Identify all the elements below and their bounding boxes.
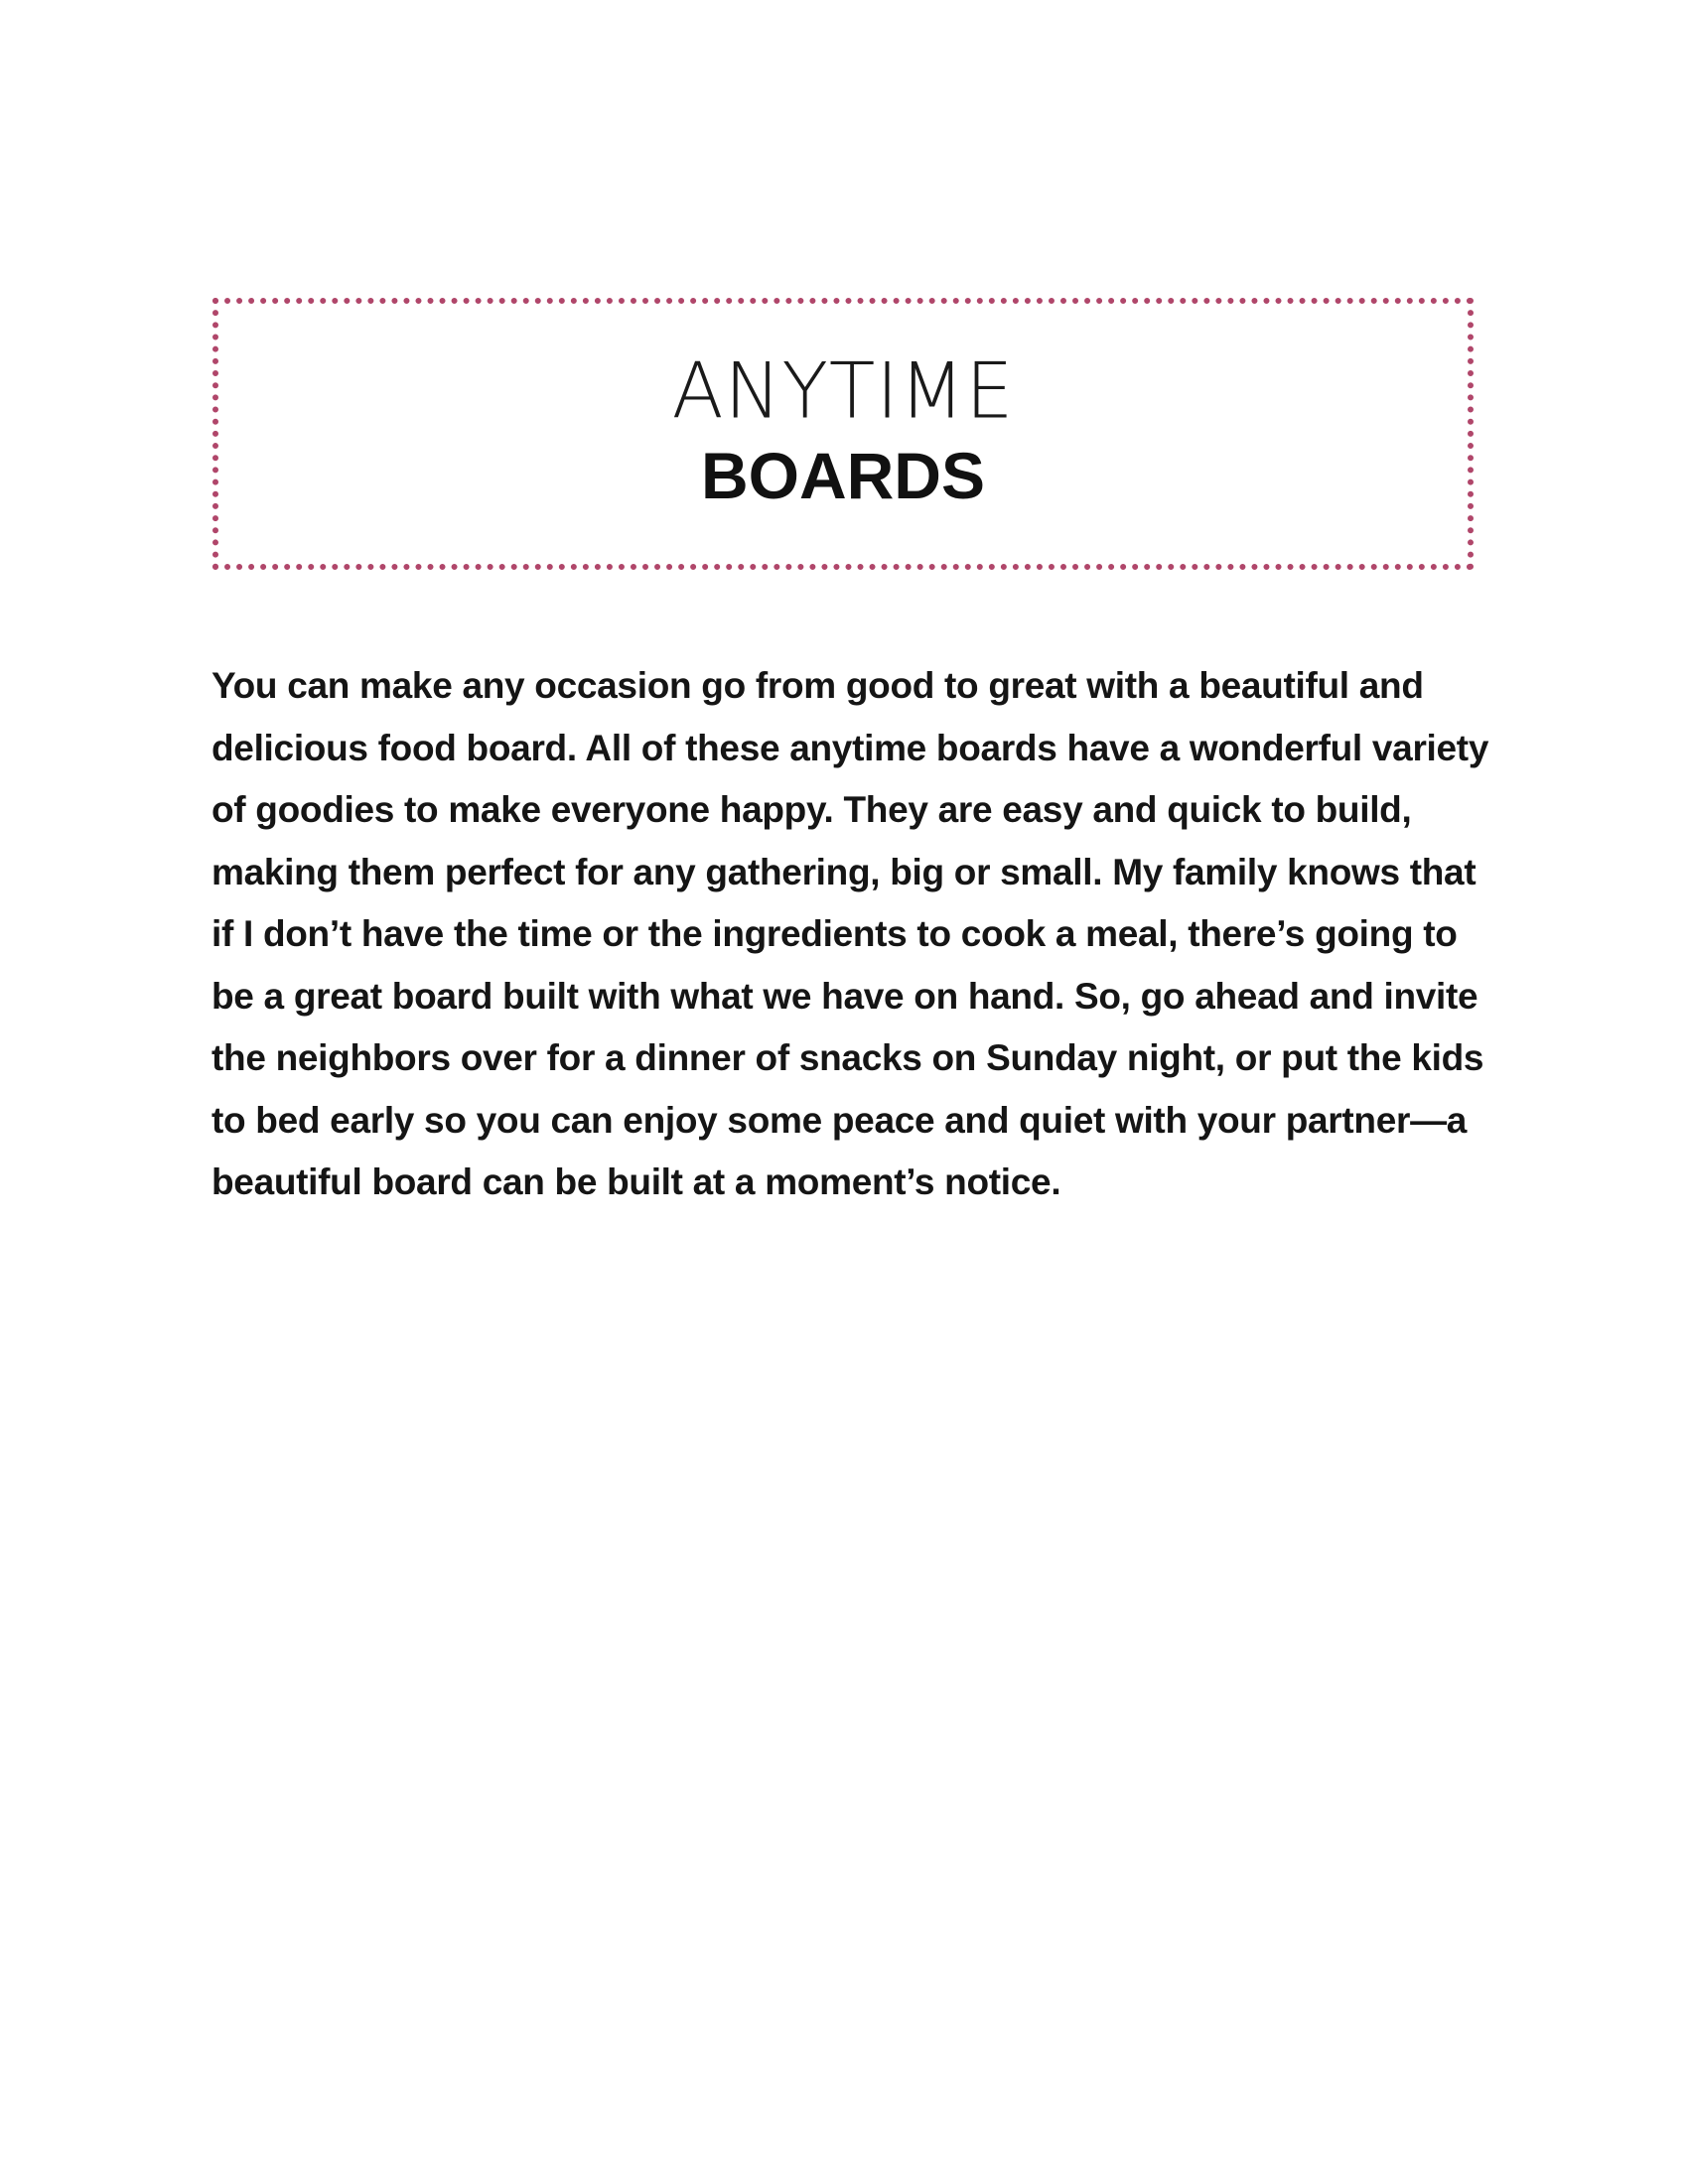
page-title-line1: ANYTIME (671, 345, 1015, 436)
title-box (212, 298, 1474, 570)
page-title-line2: BOARDS (700, 439, 985, 512)
intro-paragraph: You can make any occasion go from good to great with a beautiful and delicious food board. All of these anytime boards have a wonderful variety of goodies to make everyone happy. They are easy and quick to build, making them perfect for any gathering, big or small. My family knows that if I don’t have the time or the ingredients to cook a meal, there’s going to be a great board built with what we have on hand. So, go ahead and invite the neighbors over for a dinner of snacks on Sunday night, or put the kids to bed early so you can enjoy some peace and quiet with your partner—a beautiful board can be built at a moment’s notice. (211, 665, 1489, 1202)
